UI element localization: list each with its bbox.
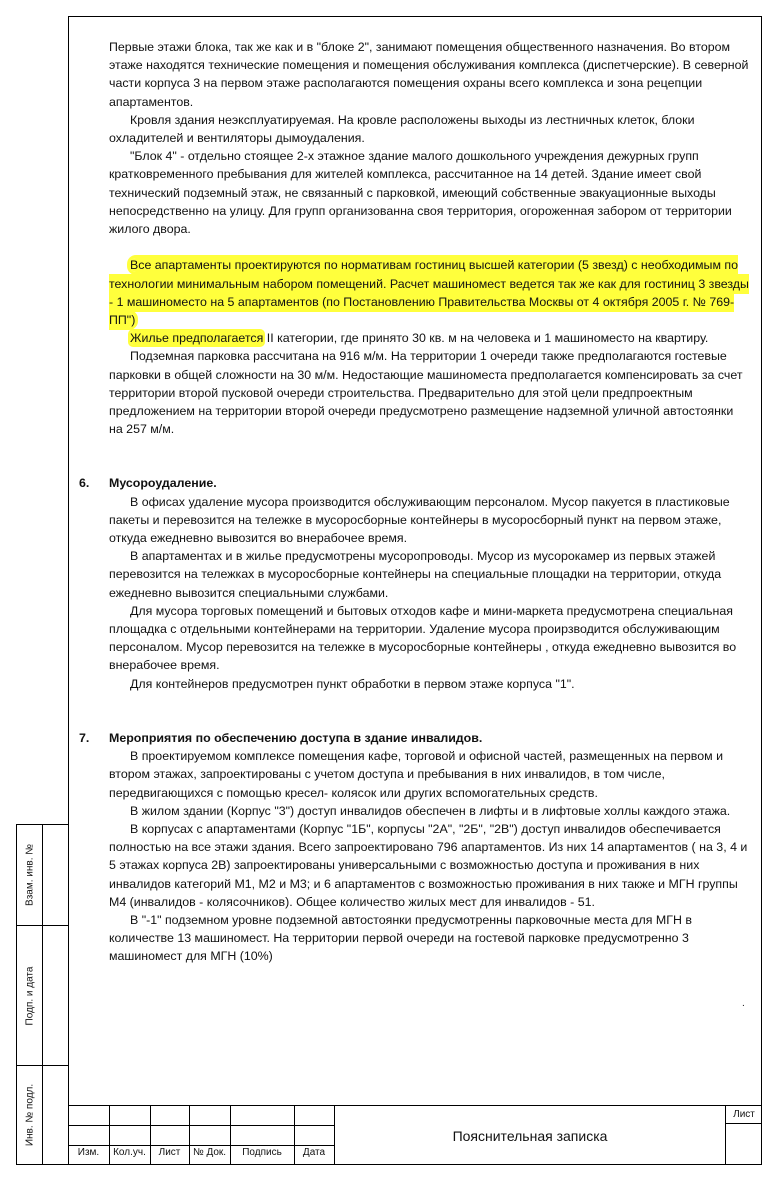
tb-header-date: Дата	[302, 1147, 326, 1158]
section-gap	[109, 438, 749, 474]
binding-strip	[16, 824, 69, 1165]
document-body	[79, 38, 749, 966]
strip-cell-signature	[17, 926, 68, 1066]
tb-header-doc: № Док.	[192, 1147, 227, 1158]
paragraph: Кровля здания неэксплуатируемая. На кровле расположены выходы из лестничных клеток, блоки охладителей и вентиляторы дымоудаления.	[109, 112, 695, 146]
paragraph	[109, 329, 749, 347]
strip-label-box	[17, 926, 43, 1065]
section-number: 7.	[79, 730, 90, 745]
section-7-heading	[79, 729, 749, 747]
strip-cell-replacement	[17, 825, 68, 926]
section-title: Мероприятия по обеспечению доступа в здание инвалидов.	[109, 730, 483, 745]
paragraph: Подземная парковка рассчитана на 916 м/м. На территории 1 очереди также предполагаются гостевые парковки в общей сложности на 30 м/м. Недостающие машиноместа предполагается компенсировать за счет территории второй пусковой очереди строительства. Предварительно для этой цели предпроектным предложением на территории второй очереди предусмотрено размещение надземной уличной автостоянки на 257 м/м.	[109, 349, 743, 437]
sheet-label: Лист	[733, 1109, 755, 1120]
paragraph: Для контейнеров предусмотрен пункт обработки в первом этаже корпуса "1".	[130, 676, 575, 691]
tb-header-list: Лист	[158, 1147, 181, 1158]
section-number: 6.	[79, 476, 90, 491]
tb-title-cell	[334, 1105, 725, 1165]
strip-label: Инв. № подл.	[24, 1083, 35, 1147]
highlighted-paragraph	[109, 256, 749, 329]
tb-header-kolvo: Кол.уч.	[113, 1147, 146, 1158]
tb-header-izm: Изм.	[77, 1147, 100, 1158]
paragraph: "Блок 4" - отдельно стоящее 2-х этажное здание малого дошкольного учреждения дежурных групп кратковременного пребывания для жителей комплекса, рассчитанное на 14 детей. Здание имеет свой технический подземный этаж, не связанный с парковкой, имеющий собственные эвакуационные выходы непосредственно на улицу. Для групп организованна своя территория, огороженная забором от территории жилого двора.	[109, 149, 732, 237]
strip-label-box	[17, 1066, 43, 1164]
section-title: Мусороудаление.	[109, 476, 217, 491]
document-title: Пояснительная записка	[452, 1128, 608, 1144]
strip-label: Взам. инв. №	[24, 844, 35, 906]
paragraph: В офисах удаление мусора производится обслуживающим персоналом. Мусор пакуется в пластиковые пакеты и перевозится на тележке в мусоросборные контейнеры в мусоросборный пункт на первом этаже, откуда ежедневно вывозится во внерабочее время.	[109, 494, 730, 546]
strip-label-box	[17, 825, 43, 925]
section-6-heading	[79, 474, 749, 492]
title-block	[68, 1105, 762, 1165]
highlight-apartments: Все апартаменты проектируются по нормативам гостиниц высшей категории (5 звезд) с необходимым по технологии минимальным набором помещений. Расчет машиномест ведется так же как для гостиниц 3 звезды - 1 машиноместо на 5 апартаментов (по Постановлению Правительства Москвы от 4 октября 2005 г. № 769-ПП")	[109, 258, 749, 328]
paragraph: В апартаментах и в жилье предусмотрены мусоропроводы. Мусор из мусорокамер из первых этажей перевозится на тележках в мусоросборные контейнеры на специальные площадки на территории, откуда ежедневно вывозится специальными службами.	[109, 549, 722, 600]
stray-mark: .	[742, 998, 745, 1009]
paragraph: Для мусора торговых помещений и бытовых отходов кафе и мини-маркета предусмотрена специальная площадка с отдельными контейнерами на территории. Удаление мусора проирзводится обслуживающим персоналом. Мусор перевозится на тележке в мусоросборные контейнеры , откуда ежедневно вывозится во внерабочее время.	[109, 603, 737, 673]
strip-label: Подп. и дата	[24, 966, 35, 1025]
paragraph: В корпусах с апартаментами (Корпус "1Б", корпусы "2А", "2Б", "2В") доступ инвалидов обеспечивается полностью на все этажи здания. Всего запроектировано 796 апартаментов. Из них 14 апартаментов ( на 3, 4 и 5 этажах корпуса 2В) запроектированы универсальными с возможностью доступа и проживания в них инвалидов категорий М1, М2 и М3; и 6 апартаментов с возможностью проживания в них также и МГН группы М4 (инвалидов - колясочников). Общее количество жилых мест для инвалидов - 51.	[109, 821, 748, 909]
paragraph: В "-1" подземном уровне подземной автостоянки предусмотренны парковочные места для МГН в количестве 13 машиномест. На территории первой очереди на гостевой парковке предусмотренно 3 машиномест для МГН (10%)	[109, 912, 692, 964]
strip-cell-inventory	[17, 1066, 68, 1164]
blank-line	[109, 238, 749, 256]
paragraph: Первые этажи блока, так же как и в "блоке 2", занимают помещения общественного назначения. Во втором этаже находятся технические помещения и помещения обслуживания комплекса (диспетчерские). В северной части корпуса 3 на первом этаже располагаются помещения охраны всего комплекса и зона рецепции апартаментов.	[109, 40, 749, 109]
section-gap	[109, 693, 749, 729]
paragraph: В проектируемом комплексе помещения кафе, торговой и офисной частей, размещенных на первом и втором этажах, запроектированы с учетом доступа и пребывания в них инвалидов, в том числе, передвигающихся с помощью кресел- колясок или других вспомогательных средств.	[109, 749, 724, 800]
tb-sheet-cell	[725, 1105, 762, 1165]
housing-text: II категории, где принято 30 кв. м на человека и 1 машиноместо на квартиру.	[263, 331, 709, 346]
paragraph: В жилом здании (Корпус "3") доступ инвалидов обеспечен в лифты и в лифтовые холлы каждого этажа.	[130, 803, 731, 818]
tb-header-signature: Подпись	[242, 1147, 282, 1158]
highlight-housing: Жилье предполагается	[130, 331, 264, 346]
